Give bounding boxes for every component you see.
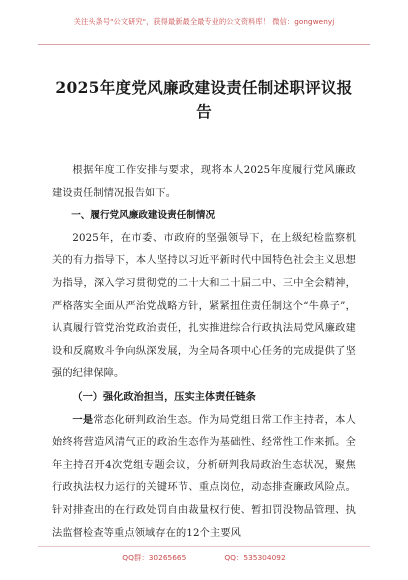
subsection-heading: （一）强化政治担当，压实主体责任链条	[72, 390, 256, 403]
page-header	[0, 0, 408, 44]
paragraph-lead: 一是	[72, 413, 94, 426]
section-paragraph: 2025年，在市委、市政府的坚强领导下，在上级纪检监察机关的有力指导下，本人坚持以习近平新时代中国特色社会主义思想为指导，深入学习贯彻党的二十大和二十届二中、三中全会精神，严格落实全面从严治党战略方针，紧紧扭住责任制这个“牛鼻子”，认真履行管党治党政治责任，扎实推进综合行政执法局党风廉政建设和反腐败斗争向纵深发展，为全局各项中心任务的完成提供了坚强的纪律保障。	[52, 232, 356, 380]
footer-divider	[38, 546, 370, 547]
header-promo-note: 关注头条号"公文研究"，获得最新最全最专业的公文资料库！ 微信：gongwenyj	[73, 17, 335, 26]
section-heading: 一、履行党风廉政建设责任制情况	[71, 210, 216, 222]
page-footer	[0, 552, 408, 563]
subsection-paragraph	[52, 409, 356, 546]
qq-number: QQ：535304092	[224, 553, 286, 562]
paragraph-text: 常态化研判政治生态。作为局党组日常工作主持者，本人始终将营造风清气正的政治生态作为基础性、经常性工作来抓。全年主持召开4次党组专题会议，分析研判我局政治生态状况，聚焦行政执法权力运行的关键环节、重点岗位，动态排查廉政风险点。针对排查出的在行政处罚自由裁量权行使、暂扣罚没物品管理、执法监督检查等重点领域存在的12个主要风	[52, 414, 356, 539]
document-title: 2025年度党风廉政建设责任制述职评议报告	[55, 78, 353, 121]
document-body	[52, 76, 356, 545]
intro-paragraph: 根据年度工作安排与要求，现将本人2025年度履行党风廉政建设责任制情况报告如下。	[52, 165, 356, 199]
header-divider	[38, 44, 370, 45]
qq-group-number: QQ群：30265665	[122, 553, 187, 562]
